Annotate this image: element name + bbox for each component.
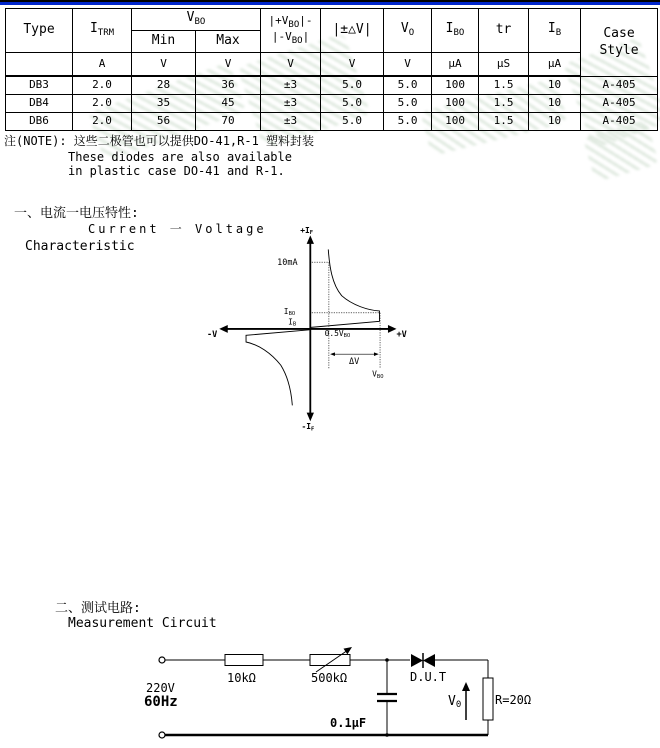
header-vbo: $V_{BO}$ xyxy=(132,9,261,31)
label-dut: D.U.T xyxy=(410,670,447,684)
x-axis-left-arrow-icon xyxy=(219,325,228,333)
label-10k: 10kΩ xyxy=(227,671,256,685)
cell: 1.5 xyxy=(479,95,529,113)
cell: A-405 xyxy=(581,95,658,113)
header-max: Max xyxy=(196,31,261,53)
note-en-line2: in plastic case DO-41 and R-1. xyxy=(68,164,285,178)
cell: ±3 xyxy=(261,95,321,113)
unit-cell: V xyxy=(321,53,384,77)
label-neg-if: -IF xyxy=(301,422,315,433)
terminal-bottom-icon xyxy=(159,732,165,738)
cell: 5.0 xyxy=(384,95,432,113)
unit-cell: V xyxy=(196,53,261,77)
section1-title-cn: 一、电流一电压特性: xyxy=(14,206,139,221)
measurement-circuit xyxy=(140,640,540,746)
cell: 2.0 xyxy=(73,76,132,95)
header-ib: $I_B$ xyxy=(529,9,581,53)
table-row-db4 xyxy=(6,95,658,113)
cell: 1.5 xyxy=(479,76,529,95)
label-ib: IB xyxy=(288,317,297,328)
cell: 10 xyxy=(529,95,581,113)
header-vbo-diff: $|+V_{BO}|-$ $|-V_{BO}|$ xyxy=(261,9,321,53)
cell: 5.0 xyxy=(384,113,432,131)
header-min: Min xyxy=(132,31,196,53)
note-cn: 注(NOTE): 这些二极管也可以提供DO-41,R-1 塑料封装 xyxy=(4,134,315,148)
cell: 28 xyxy=(132,76,196,95)
y-axis-up-arrow-icon xyxy=(307,235,314,244)
header-type: Type xyxy=(6,9,73,53)
unit-blank xyxy=(6,53,73,77)
vo-arrow-head-icon xyxy=(462,682,470,691)
cell: 70 xyxy=(196,113,261,131)
section2-title-cn: 二、测试电路: xyxy=(55,601,141,616)
table-row-db3 xyxy=(6,76,658,95)
label-delta-v: ΔV xyxy=(348,356,360,367)
spec-table xyxy=(5,8,658,131)
cell: 45 xyxy=(196,95,261,113)
note-en-line1: These diodes are also available xyxy=(68,150,292,164)
cell: A-405 xyxy=(581,113,658,131)
header-delta-v: |±△V| xyxy=(321,9,384,53)
label-ibo: IBO xyxy=(283,306,296,318)
label-vbo: VBO xyxy=(372,369,384,380)
cell: 5.0 xyxy=(321,113,384,131)
cell: DB6 xyxy=(6,113,73,131)
q3-curve xyxy=(246,330,309,406)
load-resistor xyxy=(483,678,493,720)
cell: 100 xyxy=(432,95,479,113)
variable-arrow-head-icon xyxy=(344,647,353,654)
y-axis-down-arrow-icon xyxy=(307,413,314,422)
section1-title-en2: Characteristic xyxy=(25,239,135,254)
resistor-500k-variable xyxy=(310,655,350,666)
section1-title-en: Current 一 Voltage xyxy=(88,222,267,236)
unit-cell: V xyxy=(261,53,321,77)
cell: 10 xyxy=(529,113,581,131)
diac-right-triangle-icon xyxy=(423,654,435,667)
cell: 2.0 xyxy=(73,95,132,113)
label-neg-v: -V xyxy=(207,330,218,341)
cell: 5.0 xyxy=(321,95,384,113)
unit-cell: μA xyxy=(432,53,479,77)
unit-cell: μS xyxy=(479,53,529,77)
cell: 100 xyxy=(432,113,479,131)
cell: ±3 xyxy=(261,113,321,131)
label-10ma: 10mA xyxy=(277,258,298,269)
label-pos-v: +V xyxy=(396,330,407,341)
cell: 1.5 xyxy=(479,113,529,131)
unit-cell: V xyxy=(384,53,432,77)
unit-cell: A xyxy=(73,53,132,77)
q1-curve xyxy=(311,249,380,327)
cell: 5.0 xyxy=(384,76,432,95)
cell: 5.0 xyxy=(321,76,384,95)
label-vo: V0 xyxy=(448,694,462,710)
section2-title-en: Measurement Circuit xyxy=(68,616,217,631)
cell: 56 xyxy=(132,113,196,131)
iv-characteristic-graph xyxy=(135,222,485,568)
cell: A-405 xyxy=(581,76,658,95)
label-load: R=20Ω xyxy=(495,693,532,707)
delta-v-right-arrow-icon xyxy=(374,352,379,356)
label-pos-if: +IF xyxy=(300,225,314,237)
cell: 35 xyxy=(132,95,196,113)
resistor-10k xyxy=(225,655,263,666)
x-axis-right-arrow-icon xyxy=(388,325,397,333)
table-row-db6 xyxy=(6,113,658,131)
header-tr: tr xyxy=(479,9,529,53)
label-half-vbo: 0.5VBO xyxy=(324,328,351,340)
top-rule-blue xyxy=(0,2,660,5)
header-ibo: $I_{BO}$ xyxy=(432,9,479,53)
header-itrm: $I_{TRM}$ xyxy=(73,9,132,53)
cell: 36 xyxy=(196,76,261,95)
label-500k: 500kΩ xyxy=(311,671,348,685)
unit-cell: μA xyxy=(529,53,581,77)
cell: 100 xyxy=(432,76,479,95)
cell: ±3 xyxy=(261,76,321,95)
terminal-top-icon xyxy=(159,657,165,663)
cell: DB4 xyxy=(6,95,73,113)
label-60hz: 60Hz xyxy=(144,694,178,710)
label-cap: 0.1μF xyxy=(330,716,367,730)
cell: DB3 xyxy=(6,76,73,95)
cell: 2.0 xyxy=(73,113,132,131)
header-case-style: Case Style xyxy=(581,9,658,77)
label-220v: 220V xyxy=(146,681,175,695)
header-vo: $V_O$ xyxy=(384,9,432,53)
diac-left-triangle-icon xyxy=(411,654,423,667)
cell: 10 xyxy=(529,76,581,95)
unit-cell: V xyxy=(132,53,196,77)
delta-v-left-arrow-icon xyxy=(330,352,335,356)
